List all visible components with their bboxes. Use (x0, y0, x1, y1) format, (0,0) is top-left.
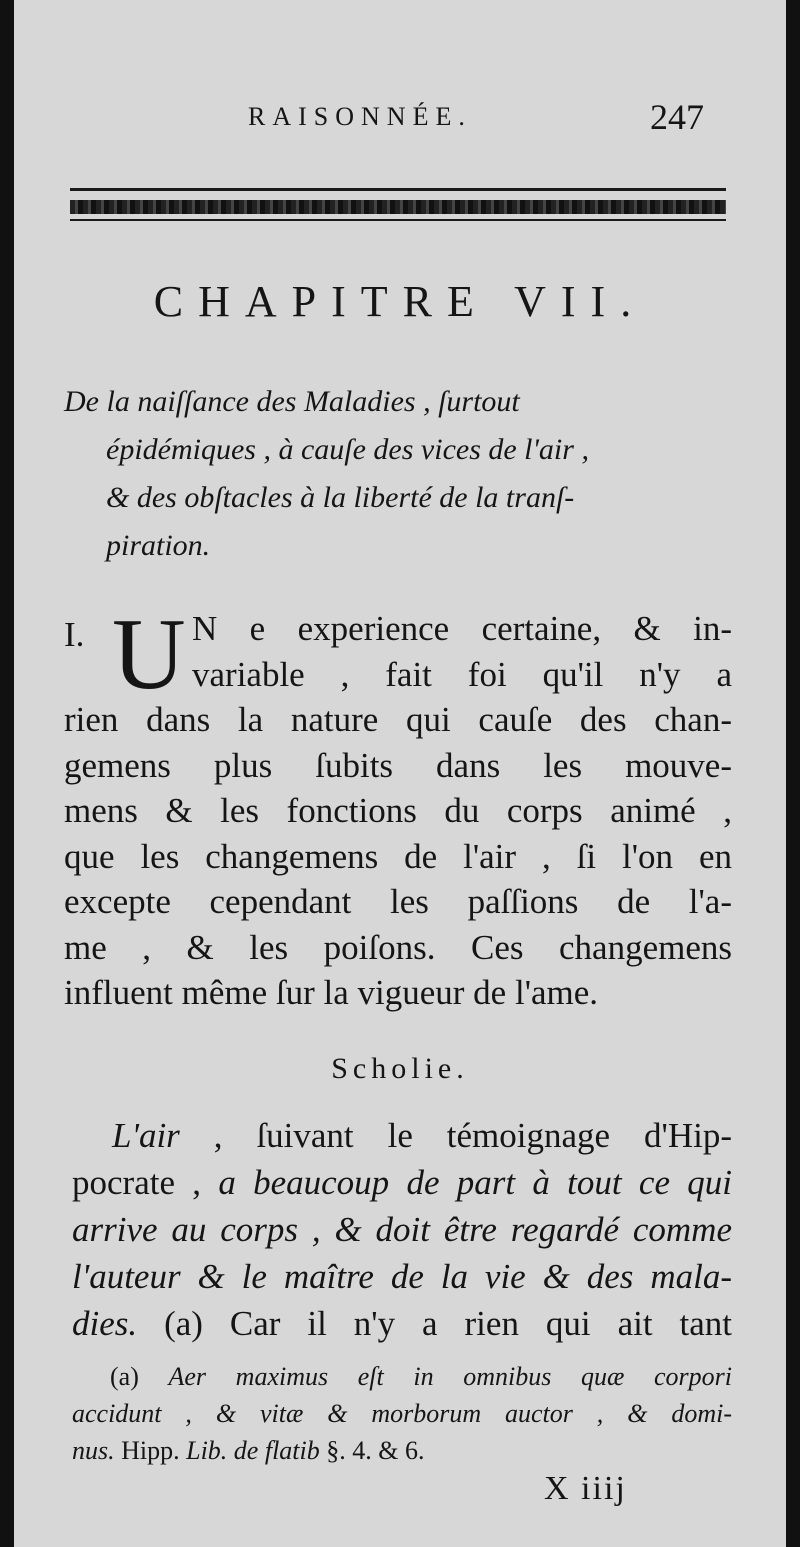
footnote-line (72, 1432, 732, 1469)
scholie-text: pocrate , (72, 1163, 219, 1202)
footnote-text: §. 4. & 6. (319, 1436, 425, 1465)
paragraph-line: gemens plus ſubits dans les mouve- (64, 745, 732, 785)
scholie-emphasis: dies. (72, 1304, 138, 1343)
scholie-text: , ſuivant le témoignage d'Hip- (179, 1116, 732, 1155)
paragraph-line: mens & les fonctions du corps animé , (64, 791, 732, 830)
header-rule-bottom (70, 219, 726, 221)
paragraph-line: N e experience certaine, & in- (192, 609, 732, 648)
footnote-text: Lib. de flatib (186, 1436, 320, 1465)
footnote-text: Hipp. (114, 1436, 187, 1465)
footnote-text: Aer maximus eſt in omnibus quæ corpori (168, 1362, 732, 1391)
scholie-text: (a) Car il n'y a rien qui ait tant (137, 1304, 732, 1343)
scholie-emphasis: L'air (112, 1116, 180, 1155)
signature-mark: X iiij (544, 1470, 627, 1507)
section-number: I. (64, 615, 85, 654)
chapter-title: CHAPITRE VII. (153, 277, 647, 326)
scholie-line: l'auteur & le maître de la vie & des mala- (72, 1257, 732, 1296)
running-title: RAISONNÉE. (248, 102, 472, 131)
scholie-paragraph (72, 1112, 732, 1347)
paragraph-line: me , & les poiſons. Ces changemens (64, 927, 732, 967)
header-rule-top (70, 188, 726, 191)
scholie-heading: Scholie. (331, 1052, 469, 1085)
paragraph-line: variable , fait foi qu'il n'y a (192, 654, 732, 694)
scholie-line (72, 1112, 732, 1159)
subtitle-line: piration. (106, 529, 211, 562)
paragraph-line: que les changemens de l'air , ſi l'on en (64, 836, 732, 876)
subtitle-line: & des obſtacles à la liberté de la tranſ- (106, 481, 575, 514)
book-page (14, 0, 786, 1547)
footnote-text: nus. (72, 1436, 115, 1465)
running-head (14, 96, 786, 146)
footnote-marker: (a) (110, 1362, 169, 1391)
page-number: 247 (650, 97, 704, 137)
paragraph-line: excepte cependant les paſſions de l'a- (64, 882, 732, 921)
section-paragraph (64, 598, 732, 1016)
footnote-line (72, 1358, 732, 1395)
scholie-line (72, 1159, 732, 1206)
subtitle-line: De la naiſſance des Maladies , ſurtout (64, 385, 520, 418)
scholie-emphasis: a beaucoup de part à tout ce qui (218, 1163, 732, 1202)
footnote (72, 1358, 732, 1469)
drop-capital: U (112, 598, 186, 711)
paragraph-line: influent même ſur la vigueur de l'ame. (64, 973, 599, 1012)
subtitle-line: épidémiques , à cauſe des vices de l'air , (106, 433, 589, 466)
chapter-subtitle (64, 378, 724, 570)
scholie-line: arrive au corps , & doit être regardé comme (72, 1210, 732, 1249)
scholie-line (72, 1300, 732, 1347)
header-ornament-band (70, 200, 726, 214)
footnote-line: accidunt , & vitæ & morborum auctor , & domi- (72, 1399, 732, 1428)
paragraph-line: rien dans la nature qui cauſe des chan- (64, 700, 732, 739)
